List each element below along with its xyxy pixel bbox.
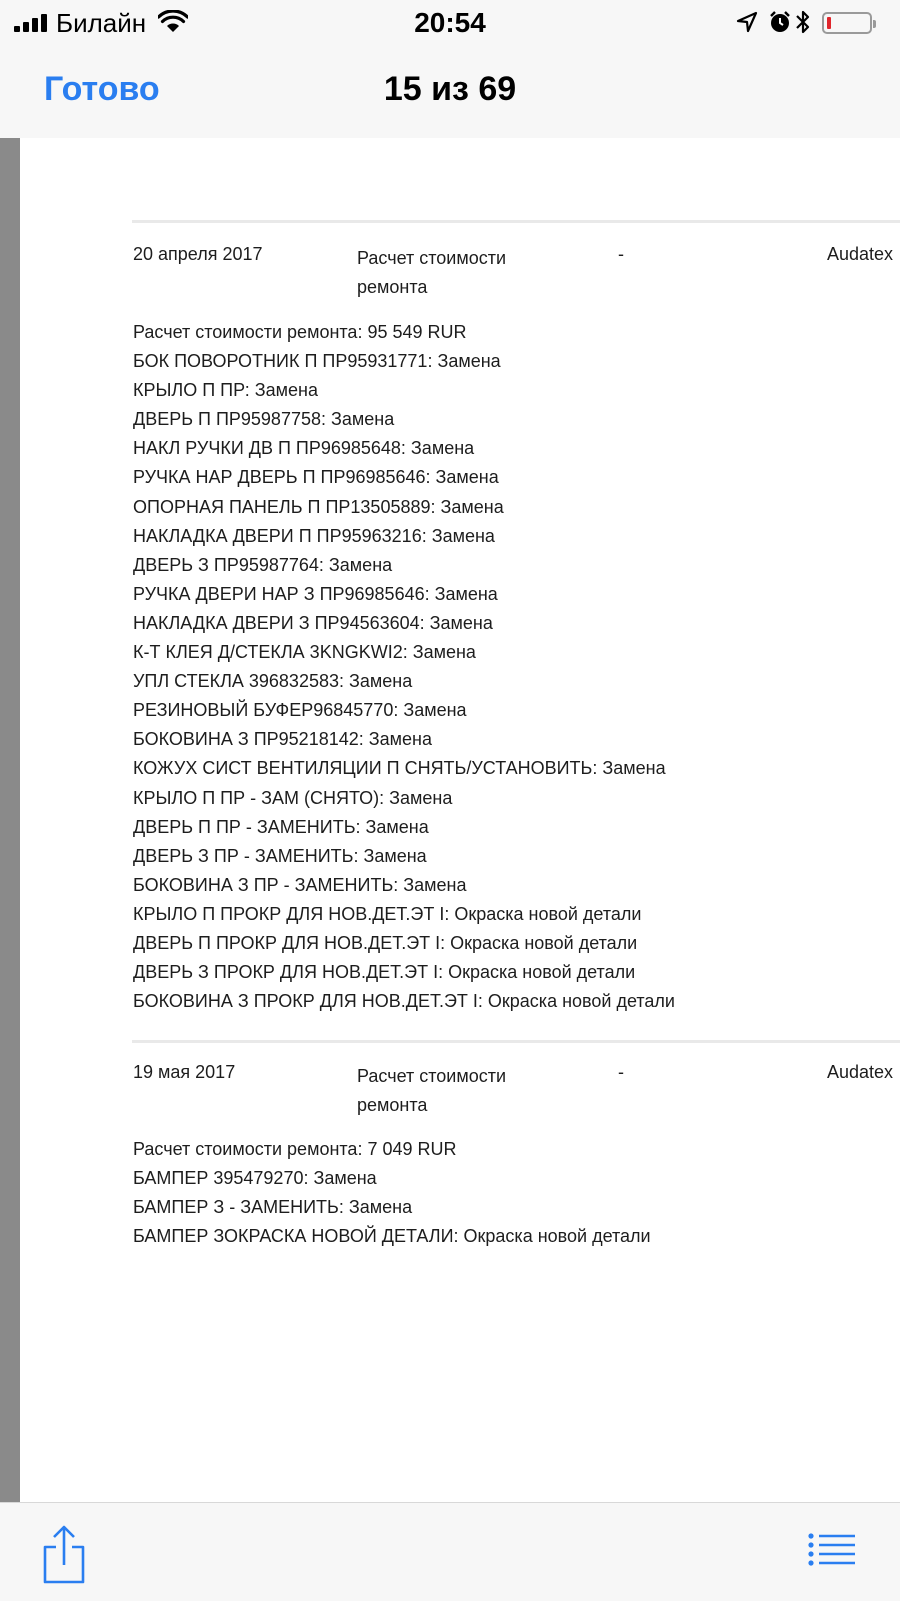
- record-date: 19 мая 2017: [133, 1062, 236, 1082]
- record-line: Расчет стоимости ремонта: 7 049 RUR: [133, 1139, 457, 1159]
- record-line: БОК ПОВОРОТНИК П ПР95931771: Замена: [133, 351, 501, 372]
- record-source: Audatex: [827, 244, 894, 264]
- record-line: ДВЕРЬ З ПР - ЗАМЕНИТЬ: Замена: [133, 845, 427, 866]
- page-gutter: [0, 138, 20, 1502]
- alarm-icon: [768, 10, 792, 34]
- record-type: Расчет стоимости ремонта: [357, 248, 507, 297]
- record-divider: [132, 220, 900, 223]
- carrier-name: Билайн: [56, 8, 147, 38]
- record-source: Audatex: [827, 1062, 894, 1082]
- record-lines: [133, 318, 675, 1016]
- record-dash: -: [618, 1062, 624, 1082]
- record-line: БОКОВИНА З ПР - ЗАМЕНИТЬ: Замена: [133, 874, 467, 895]
- record-divider: [132, 1040, 900, 1043]
- record-line: БАМПЕР ЗОКРАСКА НОВОЙ ДЕТАЛИ: Окраска новой детали: [133, 1226, 651, 1247]
- record-lines: [133, 1135, 651, 1251]
- record-line: КРЫЛО П ПР - ЗАМ (СНЯТО): Замена: [133, 787, 453, 808]
- record-line: КРЫЛО П ПРОКР ДЛЯ НОВ.ДЕТ.ЭТ I: Окраска новой детали: [133, 903, 642, 924]
- status-bar: [0, 0, 900, 46]
- bluetooth-icon: [794, 9, 812, 35]
- record-line: ДВЕРЬ З ПР95987764: Замена: [133, 554, 393, 575]
- record-date: 20 апреля 2017: [133, 244, 263, 264]
- battery-icon: [822, 12, 872, 34]
- clock: 20:54: [414, 7, 486, 38]
- record-line: ОПОРНАЯ ПАНЕЛЬ П ПР13505889: Замена: [133, 496, 504, 517]
- record-dash: -: [618, 244, 624, 264]
- record-line: РУЧКА НАР ДВЕРЬ П ПР96985646: Замена: [133, 467, 499, 488]
- record-line: ДВЕРЬ П ПРОКР ДЛЯ НОВ.ДЕТ.ЭТ I: Окраска новой детали: [133, 932, 638, 953]
- list-icon[interactable]: [808, 1533, 856, 1567]
- record-line: БАМПЕР 395479270: Замена: [133, 1168, 377, 1189]
- record-line: ДВЕРЬ П ПР - ЗАМЕНИТЬ: Замена: [133, 816, 429, 837]
- record-type: Расчет стоимости ремонта: [357, 1066, 507, 1115]
- record-line: УПЛ СТЕКЛА 396832583: Замена: [133, 671, 413, 692]
- record-line: ДВЕРЬ З ПРОКР ДЛЯ НОВ.ДЕТ.ЭТ I: Окраска новой детали: [133, 962, 636, 983]
- record-line: КРЫЛО П ПР: Замена: [133, 380, 318, 401]
- record-line: БАМПЕР З - ЗАМЕНИТЬ: Замена: [133, 1197, 413, 1218]
- record-line: Расчет стоимости ремонта: 95 549 RUR: [133, 322, 467, 342]
- record-line: БОКОВИНА З ПРОКР ДЛЯ НОВ.ДЕТ.ЭТ I: Окраска новой детали: [133, 991, 675, 1012]
- record-line: БОКОВИНА З ПР95218142: Замена: [133, 729, 432, 750]
- record-line: КОЖУХ СИСТ ВЕНТИЛЯЦИИ П СНЯТЬ/УСТАНОВИТЬ: Замена: [133, 758, 666, 779]
- location-arrow-icon: [736, 11, 758, 33]
- record-line: РЕЗИНОВЫЙ БУФЕР96845770: Замена: [133, 700, 467, 721]
- record-line: ДВЕРЬ П ПР95987758: Замена: [133, 409, 395, 430]
- record-line: К-Т КЛЕЯ Д/СТЕКЛА 3KNGKWI2: Замена: [133, 642, 476, 663]
- record-line: РУЧКА ДВЕРИ НАР З ПР96985646: Замена: [133, 583, 498, 604]
- bottom-toolbar: [0, 1502, 900, 1601]
- record-line: НАКЛ РУЧКИ ДВ П ПР96985648: Замена: [133, 438, 475, 459]
- record-line: НАКЛАДКА ДВЕРИ П ПР95963216: Замена: [133, 525, 495, 546]
- share-icon[interactable]: [42, 1525, 86, 1585]
- page-counter: 15 из 69: [383, 70, 517, 108]
- record-line: НАКЛАДКА ДВЕРИ З ПР94563604: Замена: [133, 612, 493, 633]
- document-page[interactable]: [20, 138, 900, 1502]
- top-bar: [0, 0, 900, 139]
- nav-bar: [0, 46, 900, 138]
- done-button[interactable]: Готово: [44, 70, 160, 108]
